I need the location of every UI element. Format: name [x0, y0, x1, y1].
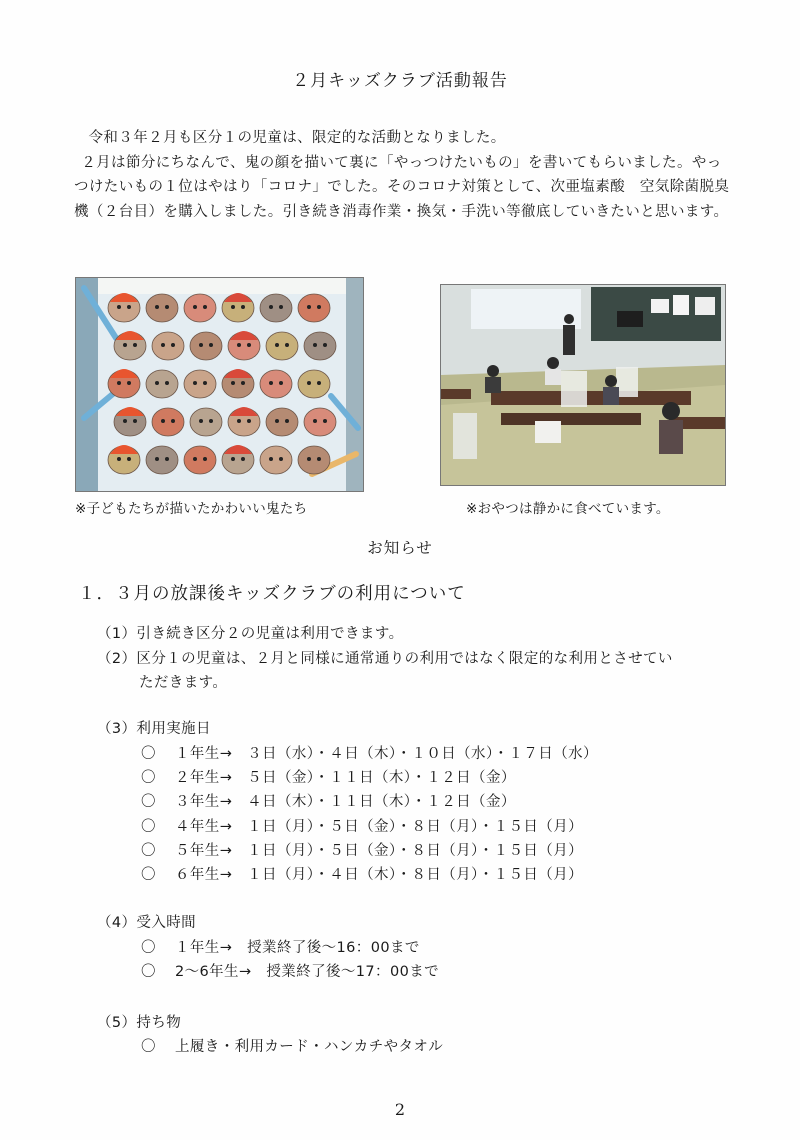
oni-eye-drawing: [241, 381, 245, 385]
oni-eye-drawing: [279, 305, 283, 309]
oni-eye-drawing: [171, 419, 175, 423]
item-2-line-1: （2）区分１の児童は、２月と同様に通常通りの利用ではなく限定的な利用とさせてい: [97, 651, 673, 667]
oni-eye-drawing: [117, 305, 121, 309]
schedule-row: [141, 863, 583, 884]
item-1: （1）引き続き区分２の児童は利用できます。: [97, 626, 404, 642]
oni-face-drawing: [304, 408, 336, 436]
oni-eye-drawing: [193, 305, 197, 309]
oni-face-drawing: [266, 408, 298, 436]
oni-eye-drawing: [161, 419, 165, 423]
oni-eye-drawing: [199, 343, 203, 347]
oni-eye-drawing: [307, 381, 311, 385]
bullet-icon: 〇: [141, 770, 156, 786]
schedule-row: [141, 742, 598, 763]
oni-eye-drawing: [155, 305, 159, 309]
oni-eye-drawing: [307, 305, 311, 309]
oni-eye-drawing: [133, 419, 137, 423]
oni-eye-drawing: [117, 457, 121, 461]
oni-eye-drawing: [123, 343, 127, 347]
intro-paragraph-2: ２月は節分にちなんで、鬼の顔を描いて裏に「やっつけたいもの」を書いてもらいました。やっつけたいもの１位はやはり「コロナ」でした。そのコロナ対策として、次亜塩素酸 空気除菌脱臭機（２台目）を購入しました。引き続き消毒作業・換気・手洗い等徹底していきたいと思います。: [74, 154, 730, 220]
oni-eye-drawing: [307, 457, 311, 461]
oni-face-drawing: [184, 294, 216, 322]
bullet-icon: 〇: [141, 1039, 156, 1055]
bullet-icon: 〇: [141, 843, 156, 859]
bullet-icon: 〇: [141, 819, 156, 835]
oni-eye-drawing: [127, 381, 131, 385]
oni-eye-drawing: [231, 457, 235, 461]
oni-eye-drawing: [247, 343, 251, 347]
oni-eye-drawing: [209, 343, 213, 347]
notice-heading: お知らせ: [367, 539, 433, 557]
oni-eye-drawing: [241, 457, 245, 461]
oni-eye-drawing: [127, 305, 131, 309]
oni-drawings-photo: [75, 277, 364, 492]
photo-caption-left: ※子どもたちが描いたかわいい鬼たち: [75, 501, 308, 517]
oni-eye-drawing: [237, 343, 241, 347]
oni-face-drawing: [298, 370, 330, 398]
oni-eye-drawing: [241, 305, 245, 309]
time-row: [141, 936, 420, 957]
schedule-row: [141, 815, 583, 836]
oni-eye-drawing: [275, 343, 279, 347]
oni-eye-drawing: [317, 457, 321, 461]
oni-eye-drawing: [285, 343, 289, 347]
intro-text: [74, 126, 734, 224]
schedule-text: ４年生→ １日（月）・５日（金）・８日（月）・１５日（月）: [175, 819, 583, 835]
oni-eye-drawing: [313, 419, 317, 423]
oni-eye-drawing: [231, 381, 235, 385]
oni-face-drawing: [190, 408, 222, 436]
oni-eye-drawing: [275, 419, 279, 423]
oni-face-drawing: [260, 370, 292, 398]
time-row: [141, 960, 439, 981]
bullet-icon: 〇: [141, 794, 156, 810]
schedule-row: [141, 790, 516, 811]
oni-eye-drawing: [237, 419, 241, 423]
item-5-heading: （5）持ち物: [97, 1015, 182, 1031]
oni-eye-drawing: [231, 305, 235, 309]
item-2-line-2: ただきます。: [139, 675, 228, 691]
bullet-icon: 〇: [141, 867, 156, 883]
oni-eye-drawing: [203, 381, 207, 385]
schedule-text: ５年生→ １日（月）・５日（金）・８日（月）・１５日（月）: [175, 843, 583, 859]
schedule-row: [141, 766, 516, 787]
intro-paragraph-1: 令和３年２月も区分１の児童は、限定的な活動となりました。: [88, 130, 506, 146]
schedule-text: ２年生→ ５日（金）・１１日（木）・１２日（金）: [175, 770, 516, 786]
oni-eye-drawing: [123, 419, 127, 423]
oni-eye-drawing: [269, 305, 273, 309]
oni-face-drawing: [266, 332, 298, 360]
oni-eye-drawing: [247, 419, 251, 423]
oni-face-drawing: [190, 332, 222, 360]
oni-eye-drawing: [323, 419, 327, 423]
oni-eye-drawing: [203, 457, 207, 461]
oni-eye-drawing: [279, 457, 283, 461]
oni-eye-drawing: [209, 419, 213, 423]
oni-eye-drawing: [165, 305, 169, 309]
oni-eye-drawing: [127, 457, 131, 461]
schedule-row: [141, 839, 583, 860]
oni-face-drawing: [146, 370, 178, 398]
oni-eye-drawing: [203, 305, 207, 309]
oni-face-drawing: [152, 332, 184, 360]
oni-face-drawing: [298, 446, 330, 474]
oni-face-drawing: [146, 294, 178, 322]
time-text: １年生→ 授業終了後～16：00まで: [175, 940, 420, 956]
schedule-text: ３年生→ ４日（木）・１１日（木）・１２日（金）: [175, 794, 516, 810]
oni-face-drawing: [184, 370, 216, 398]
oni-eye-drawing: [155, 381, 159, 385]
oni-eye-drawing: [171, 343, 175, 347]
oni-eye-drawing: [155, 457, 159, 461]
oni-eye-drawing: [313, 343, 317, 347]
oni-eye-drawing: [161, 343, 165, 347]
oni-face-drawing: [184, 446, 216, 474]
oni-face-drawing: [260, 294, 292, 322]
oni-eye-drawing: [317, 381, 321, 385]
oni-eye-drawing: [279, 381, 283, 385]
oni-face-drawing: [146, 446, 178, 474]
page-number: 2: [394, 1100, 406, 1119]
section-heading: １．３月の放課後キッズクラブの利用について: [78, 584, 466, 604]
bullet-icon: 〇: [141, 940, 156, 956]
oni-eye-drawing: [165, 381, 169, 385]
schedule-text: １年生→ ３日（水）・４日（木）・１０日（水）・１７日（水）: [175, 746, 598, 762]
time-text: 2～6年生→ 授業終了後～17：00まで: [175, 964, 440, 980]
oni-face-drawing: [260, 446, 292, 474]
oni-eye-drawing: [285, 419, 289, 423]
oni-eye-drawing: [117, 381, 121, 385]
snack-time-photo: [440, 284, 726, 486]
item-4-heading: （4）受入時間: [97, 915, 197, 931]
bullet-icon: 〇: [141, 964, 156, 980]
oni-face-drawing: [304, 332, 336, 360]
oni-eye-drawing: [323, 343, 327, 347]
oni-eye-drawing: [317, 305, 321, 309]
oni-eye-drawing: [165, 457, 169, 461]
oni-eye-drawing: [269, 381, 273, 385]
photo-caption-right: ※おやつは静かに食べています。: [466, 501, 670, 517]
belongings-row: [141, 1035, 443, 1056]
bullet-icon: 〇: [141, 746, 156, 762]
page-title: ２月キッズクラブ活動報告: [292, 71, 508, 91]
schedule-text: ６年生→ １日（月）・４日（木）・８日（月）・１５日（月）: [175, 867, 583, 883]
oni-face-drawing: [152, 408, 184, 436]
oni-eye-drawing: [193, 457, 197, 461]
item-3-heading: （3）利用実施日: [97, 721, 211, 737]
oni-eye-drawing: [193, 381, 197, 385]
oni-face-drawing: [298, 294, 330, 322]
oni-eye-drawing: [199, 419, 203, 423]
oni-eye-drawing: [133, 343, 137, 347]
belongings-text: 上履き・利用カード・ハンカチやタオル: [175, 1039, 444, 1055]
oni-eye-drawing: [269, 457, 273, 461]
